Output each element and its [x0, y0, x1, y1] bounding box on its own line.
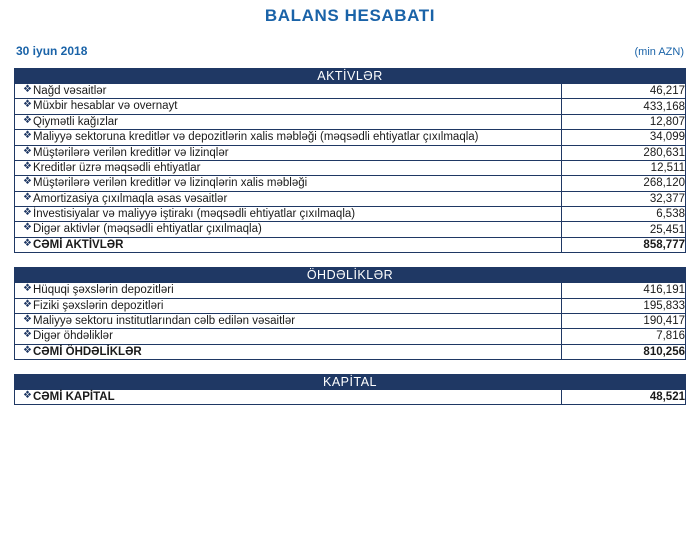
table-row [15, 160, 686, 175]
diamond-bullet-icon: ❖ [23, 222, 32, 234]
diamond-bullet-icon: ❖ [23, 130, 32, 142]
row-label: Amortizasiya çıxılmaqla əsas vəsaitlər [33, 192, 228, 205]
row-label: Nağd vəsaitlər [33, 85, 107, 97]
report-meta [14, 44, 686, 58]
row-value: 416,191 [562, 283, 686, 298]
table-row-total [15, 237, 686, 252]
table-row-total [15, 344, 686, 359]
row-label-cell [15, 329, 562, 344]
section-header-row [15, 69, 686, 84]
section-liabilities [14, 267, 686, 360]
section-header-row [15, 268, 686, 283]
diamond-bullet-icon: ❖ [23, 390, 32, 401]
row-label: Maliyyə sektoruna kreditlər və depozitlərin xalis məbləği (məqsədli ehtiyatlar çıxılmaqla) [33, 131, 479, 144]
table-row [15, 99, 686, 114]
row-value: 190,417 [562, 313, 686, 328]
row-value: 195,833 [562, 298, 686, 313]
row-label: İnvestisiyalar və maliyyə iştirakı (məqsədli ehtiyatlar çıxılmaqla) [33, 208, 356, 220]
row-value: 48,521 [561, 390, 685, 405]
row-label: Kreditlər üzrə məqsədli ehtiyatlar [33, 161, 201, 174]
section-heading-assets: AKTİVLƏR [15, 69, 686, 84]
row-label: Digər öhdəliklər [33, 330, 113, 343]
table-row [15, 329, 686, 344]
row-value: 34,099 [561, 130, 685, 145]
row-label-cell [15, 207, 562, 222]
section-heading-liabilities: ÖHDƏLİKLƏR [15, 268, 686, 283]
row-label-cell [15, 145, 562, 160]
section-heading-capital: KAPİTAL [15, 375, 686, 390]
page-title: BALANS HESABATI [264, 6, 436, 25]
diamond-bullet-icon: ❖ [23, 207, 32, 218]
row-label-cell [15, 313, 562, 328]
diamond-bullet-icon: ❖ [23, 99, 32, 111]
table-row [15, 313, 686, 328]
row-value: 433,168 [561, 99, 685, 114]
diamond-bullet-icon: ❖ [23, 176, 32, 188]
row-label-cell [15, 390, 562, 405]
table-row [15, 114, 686, 129]
row-value: 858,777 [561, 237, 685, 252]
diamond-bullet-icon: ❖ [23, 329, 32, 341]
table-row [15, 84, 686, 99]
row-value: 7,816 [562, 329, 686, 344]
row-value: 25,451 [561, 222, 685, 237]
row-label-cell [15, 84, 562, 99]
row-label-cell [15, 222, 562, 237]
row-label-cell [15, 130, 562, 145]
row-label: CƏMİ KAPİTAL [33, 391, 115, 403]
diamond-bullet-icon: ❖ [23, 298, 32, 310]
diamond-bullet-icon: ❖ [23, 237, 32, 249]
row-label: Maliyyə sektoru institutlarından cəlb edilən vəsaitlər [33, 314, 296, 327]
table-row [15, 130, 686, 145]
row-label: Müxbir hesablar və overnayt [33, 100, 178, 113]
row-value: 46,217 [561, 84, 685, 99]
row-value: 268,120 [561, 176, 685, 191]
row-label-cell [15, 298, 562, 313]
row-label: Qiymətli kağızlar [33, 115, 118, 128]
row-value: 12,511 [561, 160, 685, 175]
table-row [15, 207, 686, 222]
diamond-bullet-icon: ❖ [23, 84, 32, 95]
section-capital [14, 374, 686, 405]
report-date: 30 iyun 2018 [16, 44, 88, 58]
row-label-cell [15, 237, 562, 252]
row-label-cell [15, 99, 562, 114]
row-label-cell [15, 191, 562, 206]
currency-unit: (min AZN) [634, 46, 684, 58]
table-row-total [15, 390, 686, 405]
table-row [15, 176, 686, 191]
diamond-bullet-icon: ❖ [23, 283, 32, 295]
row-value: 12,807 [561, 114, 685, 129]
table-row [15, 298, 686, 313]
diamond-bullet-icon: ❖ [23, 160, 32, 172]
table-row [15, 145, 686, 160]
diamond-bullet-icon: ❖ [23, 145, 32, 157]
diamond-bullet-icon: ❖ [23, 344, 32, 356]
row-value: 810,256 [562, 344, 686, 359]
row-label: Hüquqi şəxslərin depozitləri [33, 284, 174, 297]
row-label: Müştərilərə verilən kreditlər və lizinqlər [33, 146, 229, 159]
section-assets [14, 68, 686, 253]
row-value: 280,631 [561, 145, 685, 160]
row-label: CƏMİ AKTİVLƏR [33, 238, 124, 251]
diamond-bullet-icon: ❖ [23, 114, 32, 126]
row-label-cell [15, 160, 562, 175]
row-value: 32,377 [561, 191, 685, 206]
diamond-bullet-icon: ❖ [23, 313, 32, 325]
row-label-cell [15, 176, 562, 191]
table-row [15, 191, 686, 206]
row-label: Müştərilərə verilən kreditlər və lizinqlərin xalis məbləği [33, 177, 308, 190]
diamond-bullet-icon: ❖ [23, 191, 32, 203]
row-label-cell [15, 344, 562, 359]
section-header-row [15, 375, 686, 390]
table-row [15, 283, 686, 298]
row-label-cell [15, 114, 562, 129]
row-label: Fiziki şəxslərin depozitləri [33, 299, 164, 312]
table-row [15, 222, 686, 237]
row-label-cell [15, 283, 562, 298]
row-label: CƏMİ ÖHDƏLİKLƏR [33, 345, 142, 358]
row-value: 6,538 [561, 207, 685, 222]
row-label: Digər aktivlər (məqsədli ehtiyatlar çıxılmaqla) [33, 223, 262, 236]
